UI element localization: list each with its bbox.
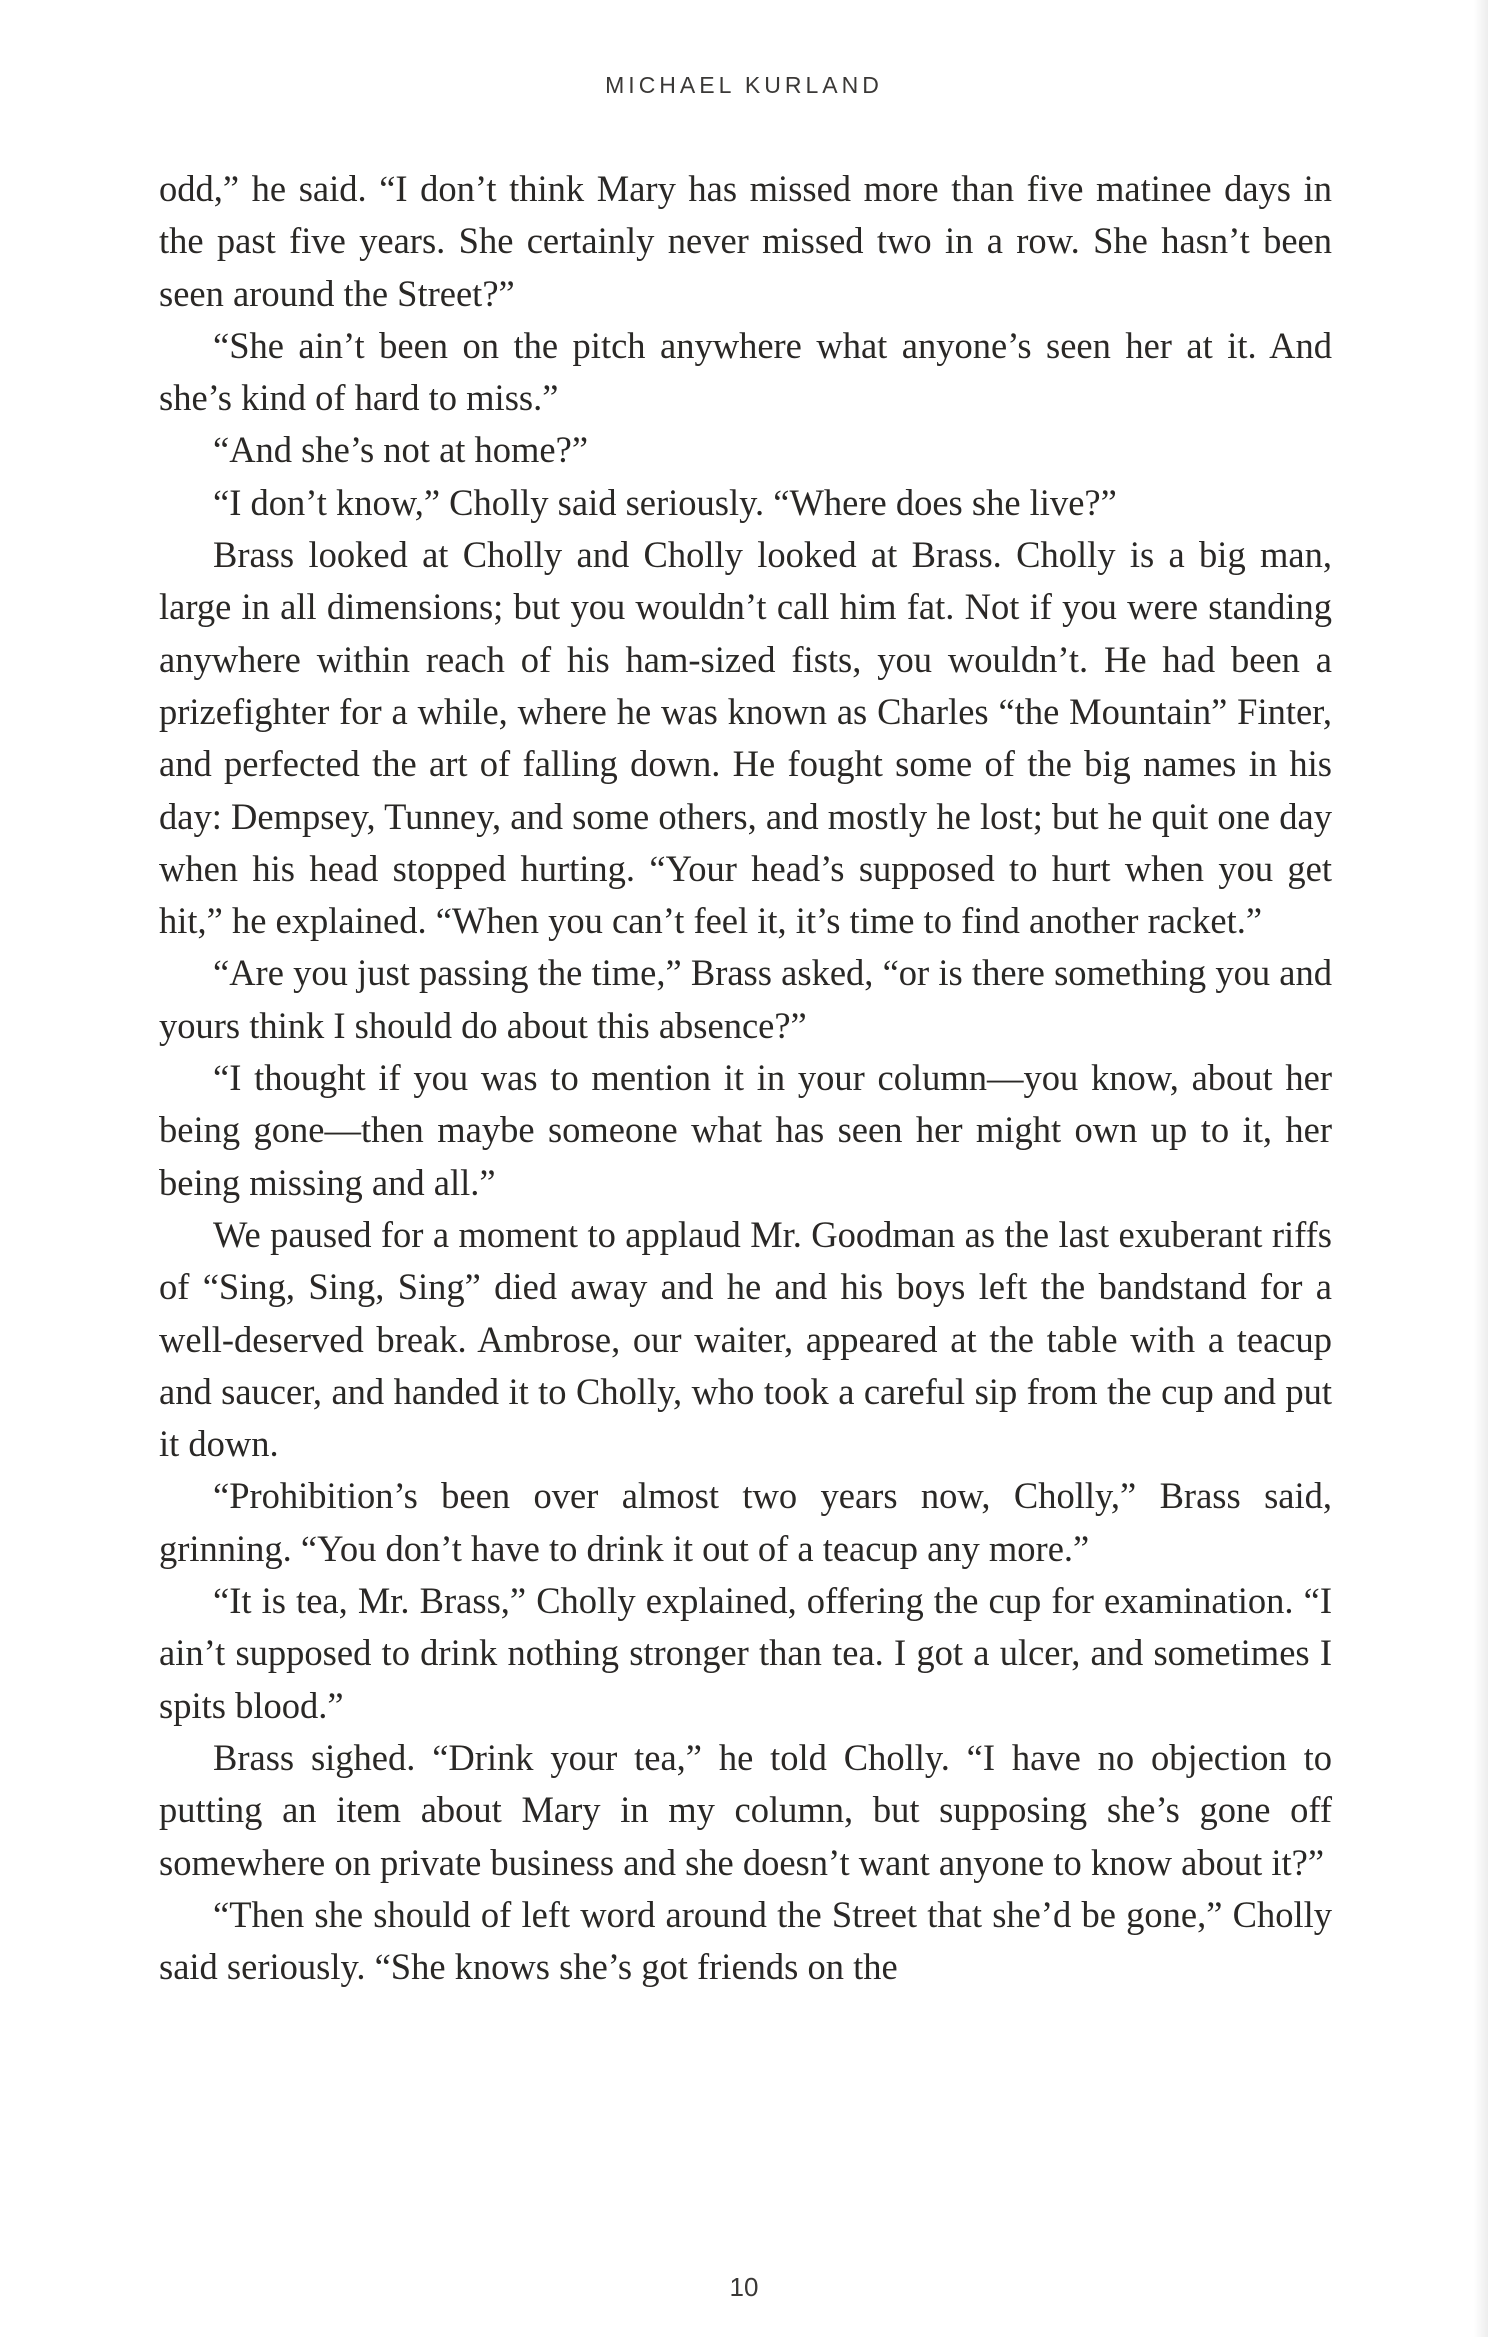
paragraph: “And she’s not at home?” [213, 429, 589, 471]
paragraph: Brass looked at Cholly and Cholly looked at Brass. Cholly is a big man, large in all dimensions; but you wouldn’t call him fat. Not if you were standing anywhere within reach of his ham-sized fists, you wouldn’t. He had been a prizefighter for a while, where he was known as Charles “the Mountain” Finter, and perfected the art of falling down. He fought some of the big names in his day: Dempsey, Tunney, and some others, and mostly he lost; but he quit one day when his head stopped hurting. “Your head’s supposed to hurt when you get hit,” he explained. “When you can’t feel it, it’s time to find another racket.” [159, 534, 1332, 942]
paragraph: “I thought if you was to mention it in your column—you know, about her being gone—then maybe someone what has seen her might own up to it, her being missing and all.” [159, 1057, 1332, 1203]
paragraph: We paused for a moment to applaud Mr. Goodman as the last exuberant riffs of “Sing, Sing, Sing” died away and he and his boys left the bandstand for a well-deserved break. Ambrose, our waiter, appeared at the table with a teacup and saucer, and handed it to Cholly, who took a careful sip from the cup and put it down. [159, 1213, 1332, 1465]
paragraph: “She ain’t been on the pitch anywhere what anyone’s seen her at it. And she’s kind of hard to miss.” [159, 324, 1332, 419]
paragraph: “Are you just passing the time,” Brass asked, “or is there something you and yours think I should do about this absence?” [159, 952, 1332, 1046]
page-edge-shadow [1474, 0, 1488, 2337]
page-number: 10 [729, 2272, 759, 2302]
paragraph: “Prohibition’s been over almost two years now, Cholly,” Brass said, grinning. “You don’t have to drink it out of a teacup any more.” [159, 1475, 1332, 1569]
paragraph: “I don’t know,” Cholly said seriously. “Where does she live?” [213, 481, 1117, 523]
body-text [159, 163, 1332, 1993]
paragraph: “Then she should of left word around the Street that she’d be gone,” Cholly said seriously. “She knows she’s got friends on the [159, 1893, 1332, 1988]
paragraph: odd,” he said. “I don’t think Mary has missed more than five matinee days in the past five years. She certainly never missed two in a row. She hasn’t been seen around the Street?” [159, 168, 1332, 314]
running-head: MICHAEL KURLAND [605, 72, 883, 98]
paragraph: “It is tea, Mr. Brass,” Cholly explained, offering the cup for examination. “I ain’t supposed to drink nothing stronger than tea. I got a ulcer, and sometimes I spits blood.” [159, 1580, 1332, 1726]
paragraph: Brass sighed. “Drink your tea,” he told Cholly. “I have no objection to putting an item about Mary in my column, but supposing she’s gone off somewhere on private business and she doesn’t want anyone to know about it?” [159, 1736, 1332, 1883]
